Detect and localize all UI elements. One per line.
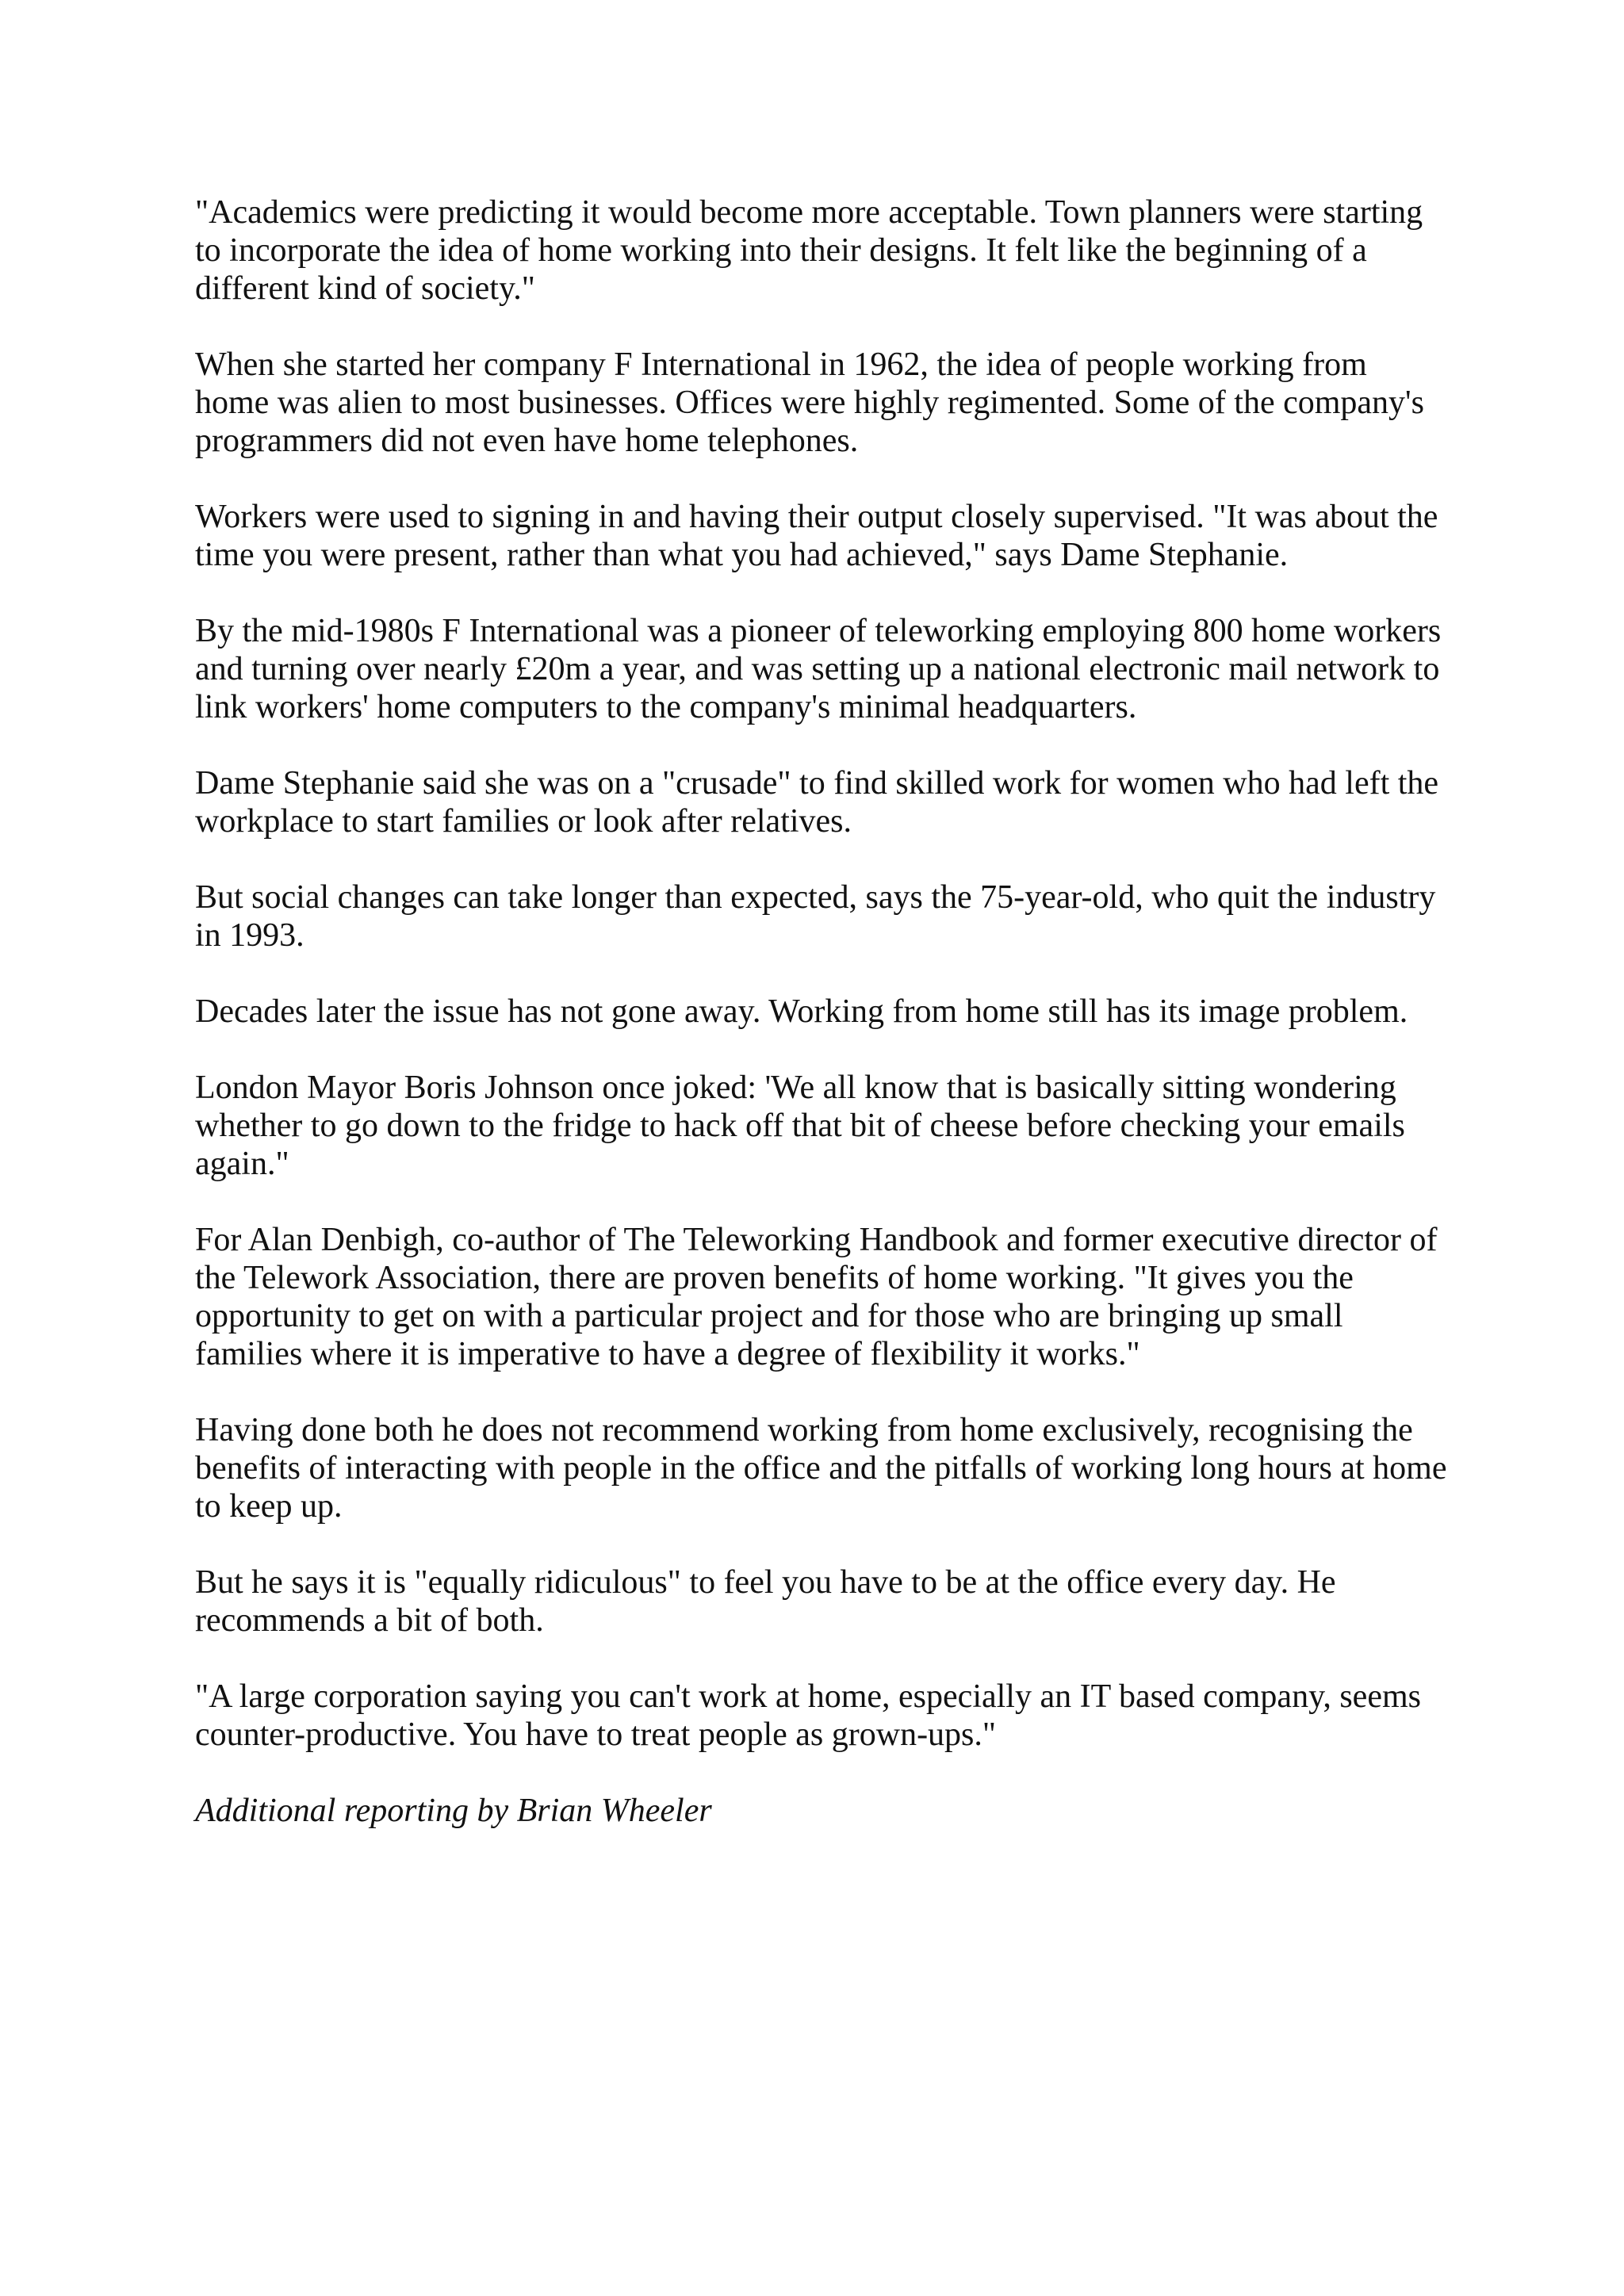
article-body <box>195 193 1448 1830</box>
paragraph: By the mid-1980s F International was a pioneer of teleworking employing 800 home workers and turning over nearly £20m a year, and was setting up a national electronic mail network to link workers' home computers to the company's minimal headquarters. <box>195 613 1442 725</box>
paragraph: Decades later the issue has not gone away. Working from home still has its image problem. <box>195 993 1408 1030</box>
paragraph: For Alan Denbigh, co-author of The Teleworking Handbook and former executive director of the Telework Association, there are proven benefits of home working. "It gives you the opportunity to get on with a particular project and for those who are bringing up small families where it is imperative to have a degree of flexibility it works." <box>195 1222 1438 1372</box>
reporting-credit: Additional reporting by Brian Wheeler <box>195 1793 712 1829</box>
paragraph: But he says it is "equally ridiculous" to feel you have to be at the office every day. He recommends a bit of both. <box>195 1564 1336 1639</box>
paragraph: London Mayor Boris Johnson once joked: 'We all know that is basically sitting wondering whether to go down to the fridge to hack off that bit of cheese before checking your emails again." <box>195 1070 1405 1182</box>
paragraph: "A large corporation saying you can't work at home, especially an IT based company, seems counter-productive. You have to treat people as grown-ups." <box>195 1678 1421 1753</box>
paragraph: "Academics were predicting it would become more acceptable. Town planners were starting to incorporate the idea of home working into their designs. It felt like the beginning of a different kind of society." <box>195 194 1423 307</box>
paragraph: Dame Stephanie said she was on a "crusade" to find skilled work for women who had left the workplace to start families or look after relatives. <box>195 765 1439 840</box>
paragraph: Having done both he does not recommend working from home exclusively, recognising the benefits of interacting with people in the office and the pitfalls of working long hours at home to keep up. <box>195 1412 1447 1525</box>
paragraph: Workers were used to signing in and having their output closely supervised. "It was about the time you were present, rather than what you had achieved," says Dame Stephanie. <box>195 499 1438 573</box>
paragraph: When she started her company F International in 1962, the idea of people working from home was alien to most businesses. Offices were highly regimented. Some of the company's programmers did not even have home telephones. <box>195 346 1424 459</box>
paragraph: But social changes can take longer than expected, says the 75-year-old, who quit the industry in 1993. <box>195 879 1436 954</box>
